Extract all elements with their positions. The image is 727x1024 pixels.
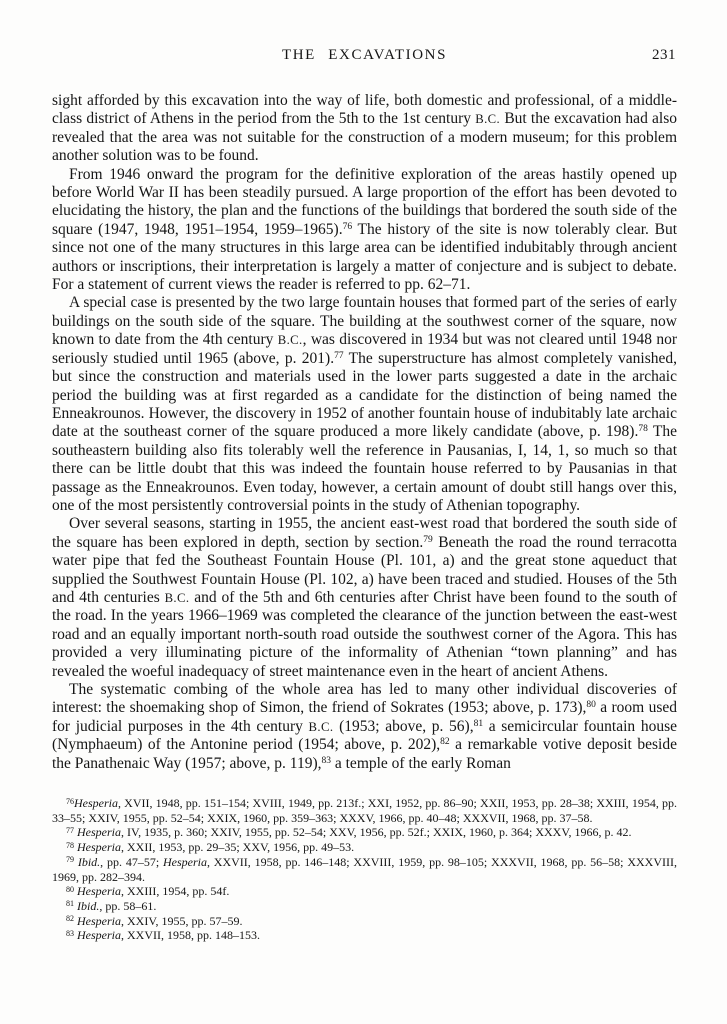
text-run: and of the 5th and 6th centuries after Christ have been found to the south of the road. In the years 1966–1969 was completed the clearance of the junction between the east-west road and an equally important north-south road outside the southwest corner of the Agora. This has provided a very illuminating picture of the informality of Athenian “town planning” and has revealed the woeful inadequacy of street maintenance even in the heart of ancient Athens. (52, 588, 677, 680)
body-paragraph (52, 92, 677, 166)
footnote-item (52, 884, 677, 899)
text-run: A special case is presented by the two large fountain houses that formed part of the series of early buildings on the south side of the square. The building at the southwest corner of the square, now known to date from the 4th century (52, 294, 677, 349)
text-run: B.C. (277, 333, 303, 348)
footnote-ref: 76 (66, 796, 74, 806)
text-run: , XXII, 1953, pp. 29–35; XXV, 1956, pp. 49–53. (121, 840, 355, 855)
footnote-ref: 78 (638, 424, 648, 435)
footnote-ref: 78 (66, 840, 74, 850)
text-run: The history of the site is now tolerably clear. But since not one of the many structures in this large area can be identified indubitably through ancient authors or inscriptions, their interpretation is largely a matter of conjecture and is subject to debate. For a statement of current views the reader is referred to pp. 62–71. (52, 220, 678, 294)
page-content (52, 47, 677, 943)
text-run: , XVII, 1948, pp. 151–154; XVIII, 1949, pp. 213f.; XXI, 1952, pp. 86–90; XXII, 1953, pp. 28–38; XXIII, 1954, pp. 33–55; XXIV, 1955, pp. 52–54; XXIX, 1960, pp. 359–363; XXXV, 1966, pp. 40–48; XXXVII, 1968, pp. 37–58. (52, 796, 677, 825)
footnote-ref: 77 (66, 825, 74, 835)
text-run: , XXVII, 1958, pp. 148–153. (121, 928, 260, 943)
body-paragraph (52, 166, 677, 295)
footnotes-section (52, 796, 677, 943)
text-run: , IV, 1935, p. 360; XXIV, 1955, pp. 52–54; XXV, 1956, pp. 52f.; XXIX, 1960, p. 364; XXXV, 1966, p. 42. (121, 825, 632, 840)
page-number: 231 (652, 47, 676, 63)
footnote-item (52, 840, 677, 855)
footnote-item (52, 928, 677, 943)
text-run: Hesperia (162, 854, 207, 869)
text-run: , pp. 58–61. (99, 898, 157, 913)
text-run: , XXVII, 1958, pp. 146–148; XXVIII, 1959, pp. 98–105; XXXVII, 1968, pp. 56–58; XXXVIII, 1969, pp. 282–394. (52, 854, 677, 884)
text-run: , XXIV, 1955, pp. 57–59. (121, 913, 243, 928)
footnote-ref: 79 (423, 534, 433, 545)
footnote-ref: 82 (440, 737, 450, 748)
text-run: B.C. (308, 719, 334, 734)
text-run: The superstructure has almost completely vanished, but since the construction and materials used in the lower parts suggested a date in the archaic period the building was at first regarded as a candidate for the distinction of being named the Enneakrounos. However, the discovery in 1952 of another fountain house of indubitably late archaic date at the southeast corner of the square produced a more likely candidate (above, p. 198). (52, 349, 678, 441)
text-run: Hesperia (77, 913, 121, 928)
text-run: a room used for judicial purposes in the 4th century (52, 699, 677, 735)
footnote-ref: 81 (473, 718, 484, 729)
text-run: Beneath the road the round terracotta water pipe that fed the Southeast Fountain House (Pl. 101, a) and the great stone aqueduct that supplied the Southwest Fountain House (Pl. 102, a) have been traced and studied. Houses of the 5th and 4th centuries (52, 533, 678, 606)
body-paragraph (52, 681, 677, 773)
footnote-ref: 80 (66, 884, 74, 894)
text-run: Hesperia (74, 796, 118, 811)
running-head-title: THE EXCAVATIONS (281, 47, 448, 63)
footnote-ref: 81 (66, 899, 74, 909)
text-run: Hesperia (77, 928, 121, 943)
footnote-ref: 76 (342, 221, 353, 232)
footnote-item (52, 825, 677, 840)
footnote-ref: 77 (334, 350, 344, 361)
footnote-item (52, 914, 677, 929)
text-run: Hesperia (77, 825, 121, 840)
text-run: Ibid. (77, 854, 101, 869)
body-paragraph (52, 294, 677, 515)
text-run: Hesperia (77, 840, 121, 855)
footnote-ref: 80 (586, 700, 596, 711)
text-run: a semicircular fountain house (Nymphaeum) of the Antonine period (1954; above, p. 202), (52, 717, 677, 754)
text-run: B.C. (164, 590, 190, 605)
text-run: The systematic combing of the whole area has led to many other individual discoveries of interest: the shoemaking shop of Simon, the friend of Sokrates (1953; above, p. 173), (52, 681, 677, 717)
footnote-item (52, 796, 677, 825)
footnote-ref: 83 (321, 755, 331, 766)
text-run: Hesperia (77, 884, 121, 899)
text-run: , pp. 47–57; (100, 854, 163, 869)
text-run: The southeastern building also fits tolerably well the reference in Pausanias, I, 14, 1, so much so that there can be little doubt that this was indeed the fountain house referred to by Pausanias in that passage as the Enneakrounos. Even today, however, a certain amount of doubt still hangs over this, one of the most persistently controversial points in the study of Athenian topography. (52, 423, 677, 514)
running-header (52, 47, 677, 67)
footnote-item (52, 899, 677, 914)
text-run: B.C. (475, 112, 501, 127)
text-run: a temple of the early Roman (331, 754, 511, 772)
body-text (52, 92, 677, 773)
text-run: Ibid. (77, 898, 100, 913)
footnote-ref: 79 (66, 855, 74, 865)
footnote-ref: 82 (66, 914, 74, 924)
text-run: a remarkable votive deposit beside the Panathenaic Way (1957; above, p. 119), (52, 736, 677, 772)
text-run: , was discovered in 1934 but was not cleared until 1948 nor seriously studied until 1965 (above, p. 201). (52, 331, 677, 367)
text-run: sight afforded by this excavation into the way of life, both domestic and professional, of a middle-class district of Athens in the period from the 5th to the 1st century (52, 92, 677, 128)
text-run: But the excavation had also revealed that the area was not suitable for the construction of a modern museum; for this problem another solution was to be found. (52, 110, 678, 165)
text-run: (1953; above, p. 56), (333, 717, 474, 735)
text-run: Over several seasons, starting in 1955, the ancient east-west road that bordered the south side of the square has been explored in depth, section by section. (52, 515, 677, 551)
footnote-ref: 83 (66, 928, 74, 938)
text-run: , XXIII, 1954, pp. 54f. (121, 884, 230, 899)
footnote-item (52, 855, 677, 884)
text-run: From 1946 onward the program for the definitive exploration of the areas hastily opened up before World War II has been steadily pursued. A large proportion of the effort has been devoted to elucidating the history, the plan and the functions of the buildings that bordered the south side of the square (1947, 1948, 1951–1954, 1959–1965). (52, 165, 677, 238)
body-paragraph (52, 515, 677, 681)
